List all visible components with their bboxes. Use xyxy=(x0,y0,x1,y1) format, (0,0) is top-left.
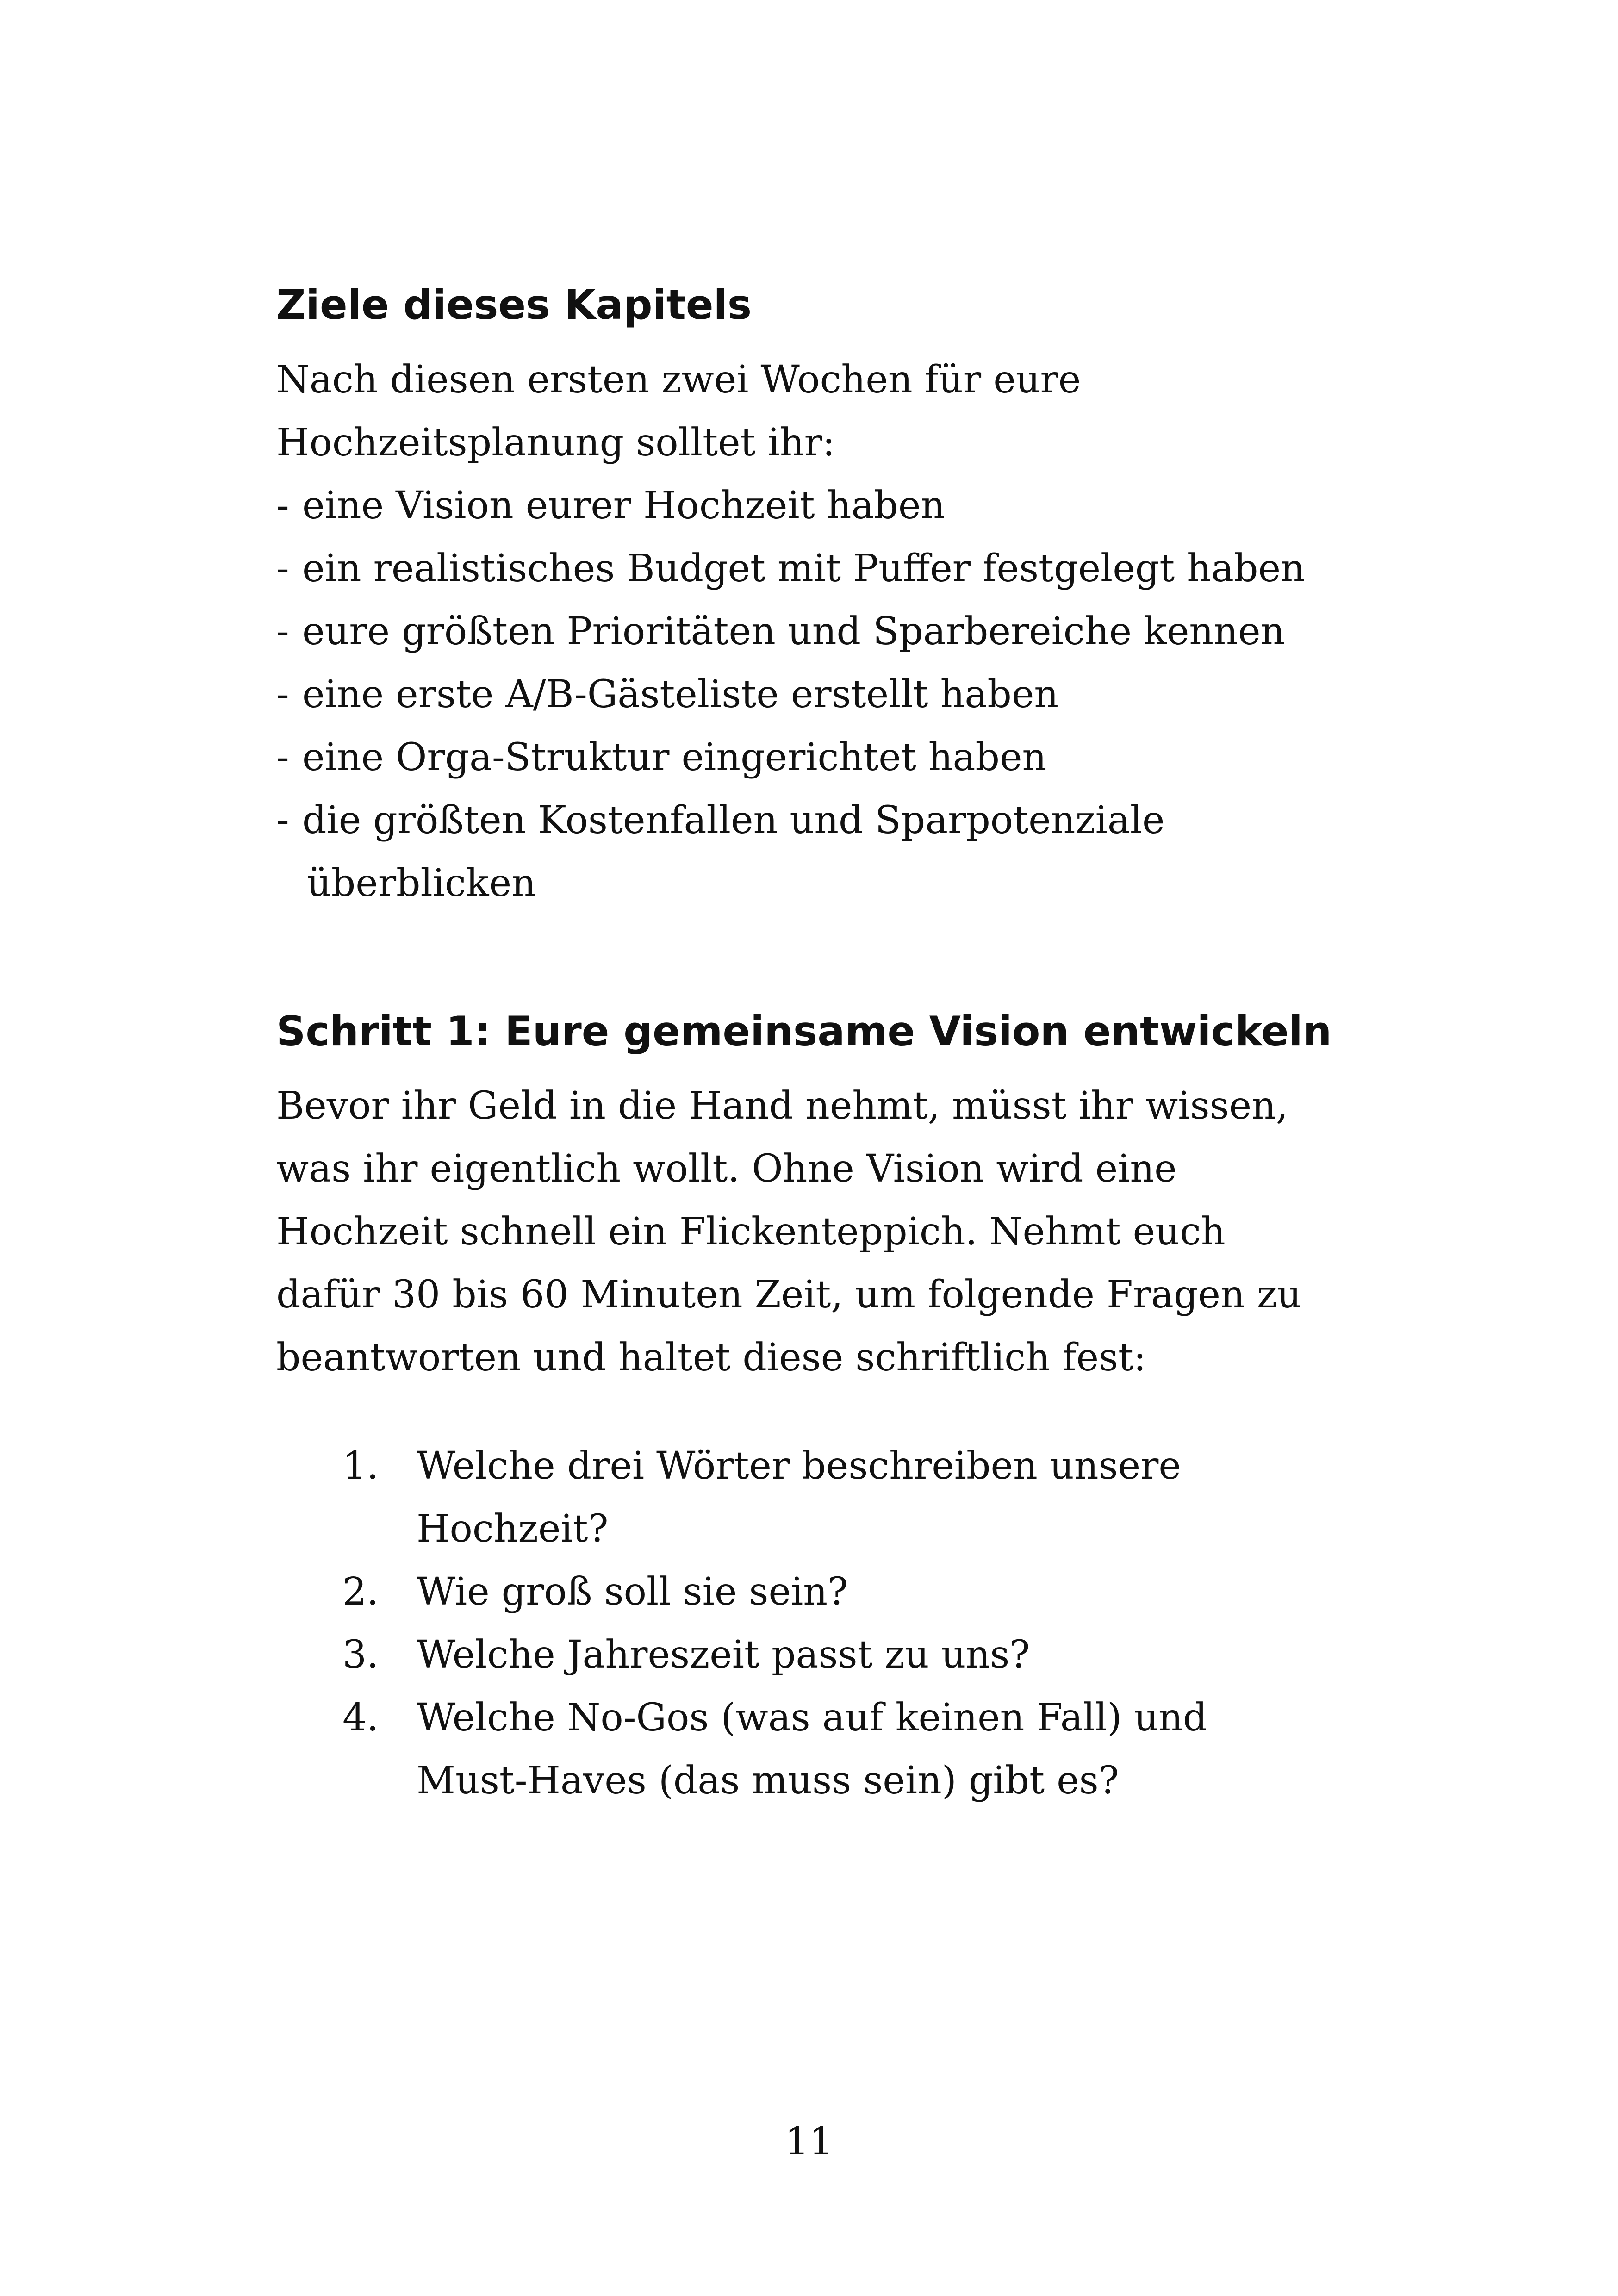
question-text: Welche Jahreszeit passt zu uns? xyxy=(417,1633,1030,1677)
goal-text: eine Vision eurer Hochzeit haben xyxy=(302,484,946,528)
question-item: 1. Welche drei Wörter beschreiben unsere Hochzeit? xyxy=(342,1444,1181,1551)
goal-item: - eine Vision eurer Hochzeit haben xyxy=(276,484,946,528)
goal-item: - eine Orga-Struktur eingerichtet haben xyxy=(276,735,1047,779)
goals-list xyxy=(276,474,1369,915)
goal-item: - die größten Kostenfallen und Sparpotenziale überblicken xyxy=(276,789,1369,915)
question-item: 4. Welche No-Gos (was auf keinen Fall) und Must-Haves (das muss sein) gibt es? xyxy=(342,1696,1207,1803)
goal-text: eine Orga-Struktur eingerichtet haben xyxy=(302,735,1047,779)
section-heading-step-1: Schritt 1: Eure gemeinsame Vision entwickeln xyxy=(276,1008,1332,1055)
question-text: Welche drei Wörter beschreiben unsere Hochzeit? xyxy=(417,1444,1181,1551)
vision-paragraph: Bevor ihr Geld in die Hand nehmt, müsst ihr wissen, was ihr eigentlich wollt. Ohne Vision wird eine Hochzeit schnell ein Flickenteppich. Nehmt euch dafür 30 bis 60 Minuten Zeit, um folgende Fragen zu beantworten und haltet diese schriftlich fest: xyxy=(276,1084,1301,1380)
question-text: Wie groß soll sie sein? xyxy=(417,1570,848,1614)
goal-item: - ein realistisches Budget mit Puffer festgelegt haben xyxy=(276,547,1305,591)
vision-questions-list xyxy=(342,1435,1314,1812)
goal-item: - eine erste A/B-Gästeliste erstellt haben xyxy=(276,672,1059,716)
question-item: 3. Welche Jahreszeit passt zu uns? xyxy=(342,1633,1030,1677)
goal-text: ein realistisches Budget mit Puffer festgelegt haben xyxy=(302,547,1305,591)
intro-paragraph: Nach diesen ersten zwei Wochen für eure Hochzeitsplanung solltet ihr: xyxy=(276,358,1081,465)
section-heading-chapter-goals: Ziele dieses Kapitels xyxy=(276,281,752,329)
goal-item: - eure größten Prioritäten und Sparbereiche kennen xyxy=(276,610,1285,653)
question-item: 2. Wie groß soll sie sein? xyxy=(342,1570,848,1614)
goal-text: eine erste A/B-Gästeliste erstellt haben xyxy=(302,672,1059,716)
page-number: 11 xyxy=(784,2120,834,2164)
question-text: Welche No-Gos (was auf keinen Fall) und Must-Haves (das muss sein) gibt es? xyxy=(417,1696,1207,1803)
goal-text: die größten Kostenfallen und Sparpotenziale überblicken xyxy=(302,798,1165,905)
goal-text: eure größten Prioritäten und Sparbereiche kennen xyxy=(302,610,1285,653)
